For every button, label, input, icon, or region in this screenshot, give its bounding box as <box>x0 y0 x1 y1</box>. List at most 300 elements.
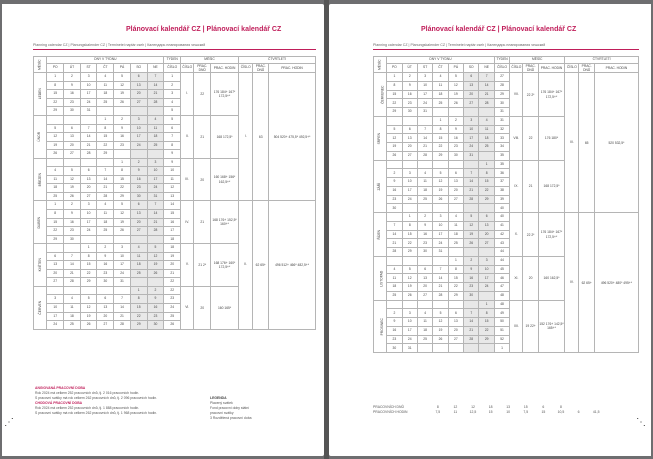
day-cell: 25 <box>47 192 64 201</box>
week-number: 15 <box>164 209 181 218</box>
day-cell: 15 <box>130 303 147 312</box>
day-cell: 4 <box>417 309 432 318</box>
working-time-note <box>35 386 157 416</box>
week-row <box>34 201 316 210</box>
day-cell: 11 <box>97 209 114 218</box>
day-cell: 14 <box>147 209 164 218</box>
week-number: 40 <box>494 204 509 213</box>
day-cell: 16 <box>402 90 417 99</box>
day-cell: 19 <box>80 312 97 321</box>
day-cell <box>433 160 448 169</box>
week-number: 13 <box>164 192 181 201</box>
week-number: 43 <box>494 239 509 248</box>
week-number: 31 <box>494 108 509 117</box>
day-cell: 10 <box>114 252 131 261</box>
day-cell: 17 <box>130 133 147 142</box>
day-cell: 30 <box>130 192 147 201</box>
day-cell <box>448 108 463 117</box>
day-cell: 10 <box>80 81 97 90</box>
day-cell: 7 <box>80 124 97 133</box>
month-workdays: 21 2* <box>194 244 211 287</box>
day-cell <box>130 235 147 244</box>
day-cell: 6 <box>97 295 114 304</box>
day-cell: 31 <box>433 248 448 257</box>
day-cell: 29 <box>130 321 147 330</box>
day-cell <box>448 300 463 309</box>
week-number: 49 <box>494 309 509 318</box>
day-cell: 17 <box>47 312 64 321</box>
day-cell <box>64 158 81 167</box>
day-cell: 6 <box>464 73 479 82</box>
day-cell: 19 <box>147 261 164 270</box>
day-cell <box>479 108 494 117</box>
day-cell: 10 <box>479 265 494 274</box>
day-cell: 13 <box>97 303 114 312</box>
quarter-workhours: 496 512+ 466* 482,5+* <box>269 201 316 329</box>
day-cell: 19 <box>114 218 131 227</box>
day-cell <box>147 150 164 159</box>
month-name: SRPEN <box>374 116 387 160</box>
day-cell: 3 <box>80 73 97 82</box>
week-number: 1 <box>494 344 509 353</box>
day-cell: 30 <box>387 344 402 353</box>
day-cell: 3 <box>464 116 479 125</box>
left-page <box>2 4 324 456</box>
month-workhours-header: PRAC. HODIN <box>538 64 564 73</box>
day-cell: 3 <box>402 309 417 318</box>
day-cell: 4 <box>97 73 114 82</box>
day-cell: 13 <box>402 134 417 143</box>
summary-label: PRACOVNÍCH HODIN <box>373 409 408 414</box>
quarter-workdays-header: PRAC. DNŮ <box>253 64 269 73</box>
week-number-header: ČÍSLO <box>164 64 181 73</box>
week-number: 42 <box>494 230 509 239</box>
day-cell: 10 <box>402 318 417 327</box>
day-cell: 2 <box>448 116 463 125</box>
day-cell: 29 <box>448 291 463 300</box>
day-cell: 22 <box>114 184 131 193</box>
weekday-header-7: NE <box>479 64 494 73</box>
page-title: Plánovací kalendář CZ | Plánovací kalendář CZ <box>421 26 577 33</box>
day-cell: 27 <box>464 99 479 108</box>
day-cell: 3 <box>417 73 432 82</box>
summary-value: 8 <box>436 404 439 409</box>
day-cell <box>417 344 432 353</box>
day-cell: 7 <box>464 169 479 178</box>
day-cell: 1 <box>402 213 417 222</box>
day-cell: 20 <box>97 312 114 321</box>
day-cell: 17 <box>402 326 417 335</box>
day-cell: 18 <box>97 218 114 227</box>
day-cell: 4 <box>387 265 402 274</box>
summary-value: 15 <box>523 404 528 409</box>
day-cell: 1 <box>114 158 131 167</box>
day-cell: 22 <box>402 239 417 248</box>
day-cell: 19 <box>433 326 448 335</box>
day-cell: 14 <box>97 175 114 184</box>
week-number: 36 <box>494 169 509 178</box>
month-summary-header: MĚSÍC <box>181 57 239 64</box>
day-cell: 24 <box>130 141 147 150</box>
day-cell <box>479 291 494 300</box>
day-cell: 28 <box>417 151 432 160</box>
legend-item: 3 Rozdělená pracovní doba <box>210 416 252 420</box>
day-cell: 6 <box>130 201 147 210</box>
day-cell: 21 <box>464 326 479 335</box>
weekday-header-6: SO <box>130 64 147 73</box>
day-cell: 12 <box>114 209 131 218</box>
month-workdays: 20 <box>523 256 538 300</box>
day-cell: 17 <box>464 134 479 143</box>
day-cell: 28 <box>147 227 164 236</box>
day-cell: 6 <box>64 124 81 133</box>
day-cell: 17 <box>147 175 164 184</box>
day-cell: 6 <box>80 167 97 176</box>
day-cell: 6 <box>47 252 64 261</box>
day-cell: 28 <box>464 335 479 344</box>
day-cell: 9 <box>387 318 402 327</box>
day-cell: 2 <box>130 158 147 167</box>
day-cell: 26 <box>80 321 97 330</box>
day-cell: 8 <box>114 167 131 176</box>
day-cell: 19 <box>448 90 463 99</box>
day-cell: 31 <box>417 108 432 117</box>
month-workdays: 21 <box>194 115 211 158</box>
day-cell: 7 <box>479 73 494 82</box>
weekdays-header: DNY V TÝDNU <box>47 57 164 64</box>
day-cell: 14 <box>479 81 494 90</box>
day-cell: 2 <box>97 244 114 253</box>
summary-value: 41,5 <box>592 409 600 414</box>
day-cell: 6 <box>448 169 463 178</box>
day-cell: 5 <box>402 265 417 274</box>
day-cell: 22 <box>448 283 463 292</box>
month-number: I. <box>181 73 194 116</box>
week-number: 44 <box>494 256 509 265</box>
day-cell: 13 <box>479 221 494 230</box>
day-cell: 23 <box>114 141 131 150</box>
week-number: 22 <box>164 278 181 287</box>
day-cell: 23 <box>387 195 402 204</box>
summary-value: 6 <box>542 404 545 409</box>
day-cell: 30 <box>464 291 479 300</box>
quarter-number: II. <box>238 201 252 329</box>
title-rule <box>373 49 639 50</box>
month-workhours: 152 176+ 142,5* 165+* <box>538 300 564 353</box>
day-cell: 18 <box>130 261 147 270</box>
title-rule <box>33 49 316 50</box>
week-number: 35 <box>494 160 509 169</box>
day-cell: 24 <box>479 283 494 292</box>
note-line: Rok 2024 má celkem 252 pracovních dnů, tj. 2 016 pracovních hodin. <box>35 391 140 395</box>
day-cell: 21 <box>97 184 114 193</box>
month-workdays: 21 <box>523 160 538 213</box>
day-cell <box>402 256 417 265</box>
month-workhours: 160 162,5* <box>538 256 564 300</box>
day-cell: 23 <box>417 239 432 248</box>
day-cell: 30 <box>402 108 417 117</box>
day-cell: 7 <box>387 221 402 230</box>
day-cell: 8 <box>80 252 97 261</box>
day-cell: 11 <box>417 178 432 187</box>
week-number: 33 <box>494 134 509 143</box>
day-cell: 2 <box>387 169 402 178</box>
day-cell <box>479 344 494 353</box>
day-cell: 16 <box>114 133 131 142</box>
day-cell: 28 <box>433 291 448 300</box>
week-number: 23 <box>164 295 181 304</box>
month-workdays: 20 <box>194 158 211 201</box>
legend-item: Placený svátek <box>210 401 233 405</box>
week-number: 6 <box>164 124 181 133</box>
month-number: XII. <box>510 300 523 353</box>
day-cell: 17 <box>479 274 494 283</box>
day-cell: 20 <box>130 218 147 227</box>
week-number: 29 <box>494 90 509 99</box>
day-cell: 15 <box>479 318 494 327</box>
day-cell: 30 <box>448 151 463 160</box>
day-cell: 25 <box>417 195 432 204</box>
day-cell: 18 <box>147 133 164 142</box>
day-cell: 24 <box>114 269 131 278</box>
day-cell: 31 <box>402 344 417 353</box>
day-cell: 9 <box>147 295 164 304</box>
day-cell: 8 <box>479 169 494 178</box>
day-cell <box>114 150 131 159</box>
day-cell: 25 <box>64 321 81 330</box>
day-cell: 5 <box>433 309 448 318</box>
weekday-header-3: ST <box>417 64 432 73</box>
day-cell <box>80 158 97 167</box>
day-cell <box>479 151 494 160</box>
day-cell: 30 <box>387 204 402 213</box>
day-cell: 23 <box>97 269 114 278</box>
day-cell <box>97 286 114 295</box>
day-cell: 18 <box>448 230 463 239</box>
day-cell: 12 <box>387 134 402 143</box>
week-number: 8 <box>164 141 181 150</box>
day-cell <box>464 160 479 169</box>
day-cell: 11 <box>130 252 147 261</box>
day-cell: 3 <box>147 158 164 167</box>
day-cell: 25 <box>417 335 432 344</box>
day-cell <box>387 256 402 265</box>
month-header: MĚSÍC <box>374 57 387 73</box>
day-cell: 24 <box>402 335 417 344</box>
day-cell: 18 <box>433 90 448 99</box>
day-cell: 5 <box>147 244 164 253</box>
day-cell <box>114 107 131 116</box>
day-cell: 10 <box>47 303 64 312</box>
day-cell: 13 <box>448 178 463 187</box>
day-cell: 22 <box>47 98 64 107</box>
weekday-header-4: ČT <box>97 64 114 73</box>
month-name: ÚNOR <box>34 115 47 158</box>
day-cell: 30 <box>64 107 81 116</box>
day-cell: 17 <box>114 261 131 270</box>
day-cell: 10 <box>402 178 417 187</box>
quarter-number: III. <box>565 73 579 213</box>
day-cell <box>64 115 81 124</box>
quarter-workhours: 520 532,5* <box>594 73 638 213</box>
note-heading-2: CHODOVÁ PRACOVNÍ DOBA <box>35 401 83 405</box>
legend-item: Fond pracovní doby státní <box>210 406 250 410</box>
day-cell: 15 <box>433 134 448 143</box>
quarter-header: ČTVRTLETÍ <box>238 57 315 64</box>
day-cell: 11 <box>47 175 64 184</box>
day-cell: 9 <box>402 81 417 90</box>
day-cell: 21 <box>464 186 479 195</box>
day-cell: 20 <box>47 269 64 278</box>
page-title: Plánovací kalendář CZ | Plánovací kalendář CZ <box>126 26 282 33</box>
day-cell: 7 <box>464 309 479 318</box>
day-cell: 21 <box>114 312 131 321</box>
month-number: II. <box>181 115 194 158</box>
week-number: 37 <box>494 178 509 187</box>
month-workhours: 168 176+ 152,5* 160+* <box>211 201 239 244</box>
day-cell <box>114 286 131 295</box>
month-number: IV. <box>181 201 194 244</box>
day-cell: 26 <box>47 150 64 159</box>
day-cell: 29 <box>433 151 448 160</box>
month-name: ČERVEN <box>34 286 47 329</box>
legend-title: LEGENDA <box>210 396 227 400</box>
week-number: 27 <box>494 73 509 82</box>
day-cell: 12 <box>147 252 164 261</box>
week-number: 7 <box>164 133 181 142</box>
day-cell <box>448 344 463 353</box>
week-number: 41 <box>494 221 509 230</box>
day-cell <box>448 204 463 213</box>
month-number: IX. <box>510 160 523 213</box>
day-cell: 13 <box>130 81 147 90</box>
decorative-dots: ⋱ <box>636 417 646 428</box>
day-cell <box>402 116 417 125</box>
week-number: 22 <box>164 286 181 295</box>
day-cell: 26 <box>64 192 81 201</box>
day-cell: 26 <box>114 98 131 107</box>
day-cell <box>130 107 147 116</box>
month-number-header: ČÍSLO <box>181 64 194 73</box>
day-cell: 28 <box>147 98 164 107</box>
week-number: 46 <box>494 274 509 283</box>
quarter-workdays: 65 <box>579 73 594 213</box>
summary-value: 12 <box>471 404 475 409</box>
day-cell: 1 <box>387 73 402 82</box>
week-number: 4 <box>164 98 181 107</box>
day-cell: 29 <box>97 150 114 159</box>
week-number: 28 <box>494 81 509 90</box>
day-cell: 2 <box>417 213 432 222</box>
day-cell: 6 <box>417 265 432 274</box>
day-cell <box>448 160 463 169</box>
day-cell: 22 <box>80 269 97 278</box>
day-cell: 27 <box>130 227 147 236</box>
month-workhours: 176 184+ 167* 172,5+* <box>538 213 564 257</box>
day-cell: 19 <box>464 230 479 239</box>
quarter-header: ČTVRTLETÍ <box>565 57 639 64</box>
summary-value: 15 <box>488 409 493 414</box>
day-cell: 9 <box>464 265 479 274</box>
day-cell: 19 <box>387 143 402 152</box>
day-cell <box>97 158 114 167</box>
day-cell: 21 <box>64 269 81 278</box>
day-cell: 16 <box>417 230 432 239</box>
day-cell: 2 <box>147 286 164 295</box>
day-cell: 25 <box>147 141 164 150</box>
day-cell: 16 <box>64 90 81 99</box>
day-cell: 25 <box>433 99 448 108</box>
day-cell: 21 <box>80 141 97 150</box>
day-cell <box>130 278 147 287</box>
day-cell <box>47 158 64 167</box>
month-workdays: 22 2* <box>523 213 538 257</box>
month-workhours: 176 180* <box>538 116 564 160</box>
day-cell: 15 <box>402 230 417 239</box>
day-cell: 25 <box>448 239 463 248</box>
day-cell: 13 <box>64 133 81 142</box>
week-number: 38 <box>494 186 509 195</box>
day-cell: 21 <box>433 283 448 292</box>
day-cell: 27 <box>448 195 463 204</box>
day-cell: 1 <box>130 286 147 295</box>
day-cell <box>464 204 479 213</box>
day-cell: 14 <box>80 133 97 142</box>
day-cell: 26 <box>114 227 131 236</box>
month-workdays: 22 2* <box>523 73 538 117</box>
quarter-workhours-header: PRAC. HODIN <box>269 64 316 73</box>
week-number: 48 <box>494 291 509 300</box>
summary-value: 7,5 <box>435 409 441 414</box>
week-number: 40 <box>494 213 509 222</box>
month-workdays: 20 <box>194 286 211 329</box>
day-cell: 29 <box>114 192 131 201</box>
day-cell: 11 <box>448 221 463 230</box>
day-cell: 7 <box>97 167 114 176</box>
day-cell <box>387 116 402 125</box>
day-cell: 18 <box>97 90 114 99</box>
day-cell: 23 <box>387 335 402 344</box>
month-number: V. <box>181 244 194 287</box>
day-cell: 23 <box>64 98 81 107</box>
day-cell: 27 <box>64 150 81 159</box>
week-number: 11 <box>164 175 181 184</box>
week-number: 45 <box>494 265 509 274</box>
day-cell: 10 <box>417 81 432 90</box>
week-number: 25 <box>164 312 181 321</box>
day-cell: 30 <box>97 278 114 287</box>
day-cell: 18 <box>47 184 64 193</box>
day-cell: 31 <box>147 192 164 201</box>
day-cell: 11 <box>64 303 81 312</box>
day-cell: 17 <box>80 90 97 99</box>
day-cell <box>433 204 448 213</box>
day-cell: 1 <box>80 244 97 253</box>
day-cell: 31 <box>80 107 97 116</box>
week-number: 47 <box>494 283 509 292</box>
week-number: 19 <box>164 252 181 261</box>
summary-value: 10,5 <box>557 409 565 414</box>
day-cell: 5 <box>448 73 463 82</box>
week-number: 18 <box>164 235 181 244</box>
weekday-header-5: PÁ <box>114 64 131 73</box>
day-cell: 20 <box>130 90 147 99</box>
day-cell: 22 <box>47 227 64 236</box>
day-cell: 17 <box>417 90 432 99</box>
day-cell: 16 <box>64 218 81 227</box>
day-cell: 20 <box>417 283 432 292</box>
day-cell: 25 <box>130 269 147 278</box>
